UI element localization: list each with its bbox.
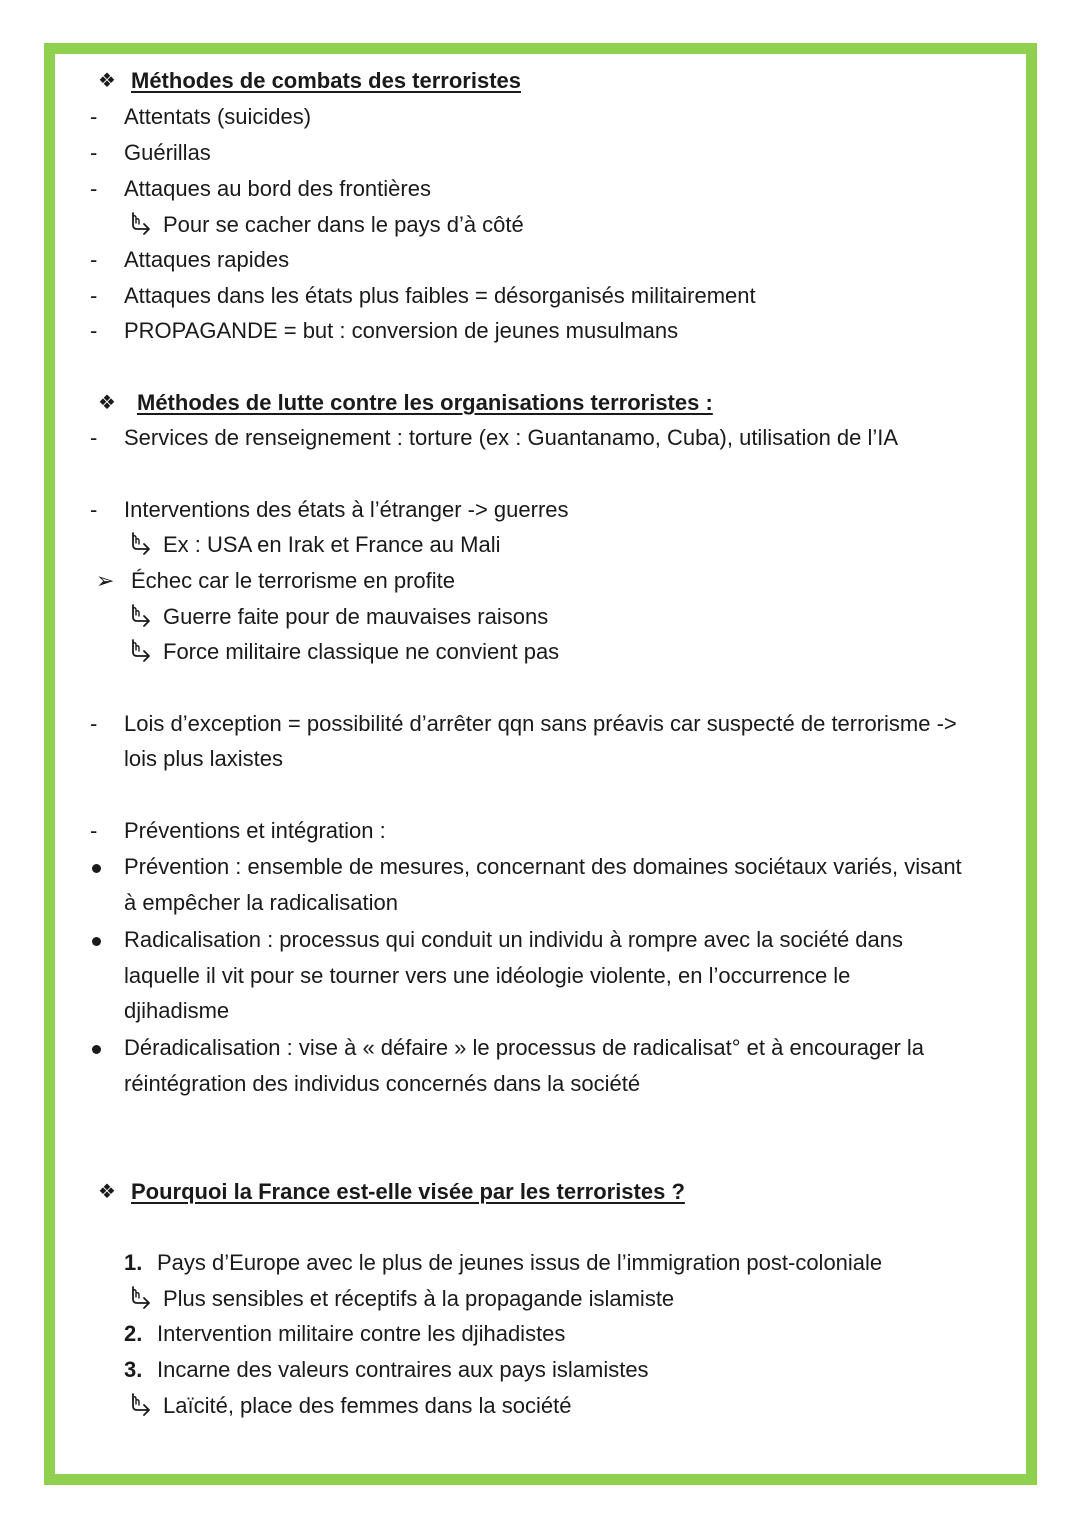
list-item: Échec car le terrorisme en profite: [131, 568, 456, 593]
dash-bullet-icon: -: [90, 176, 98, 201]
dash-bullet-icon: -: [90, 425, 98, 450]
list-item-continued: djihadisme: [124, 998, 230, 1023]
dash-bullet-icon: -: [90, 104, 98, 129]
list-item-continued: lois plus laxistes: [124, 746, 283, 771]
diamond-bullet-icon: ❖: [98, 70, 116, 92]
dash-bullet-icon: -: [90, 318, 98, 343]
pointing-hand-icon: [128, 602, 156, 630]
dash-bullet-icon: -: [90, 818, 98, 843]
list-item: Préventions et intégration :: [124, 818, 386, 843]
pointing-hand-icon: [128, 210, 156, 238]
list-number: 1.: [124, 1250, 143, 1275]
list-item: Radicalisation : processus qui conduit un individu à rompre avec la société dans: [124, 927, 903, 952]
list-item: Attaques dans les états plus faibles = désorganisés militairement: [124, 283, 756, 308]
list-item: Déradicalisation : vise à « défaire » le processus de radicalisat° et à encourager la: [124, 1035, 925, 1060]
list-item-continued: réintégration des individus concernés dans la société: [124, 1071, 641, 1096]
list-number: 2.: [124, 1321, 143, 1346]
dash-bullet-icon: -: [90, 140, 98, 165]
list-item: PROPAGANDE = but : conversion de jeunes musulmans: [124, 318, 679, 343]
dash-bullet-icon: -: [90, 711, 98, 736]
sub-item: Ex : USA en Irak et France au Mali: [163, 532, 501, 557]
arrow-bullet-icon: ➢: [96, 568, 115, 593]
list-item: Incarne des valeurs contraires aux pays islamistes: [157, 1357, 649, 1382]
sub-item: Guerre faite pour de mauvaises raisons: [163, 604, 549, 629]
sub-item: Plus sensibles et réceptifs à la propagande islamiste: [163, 1286, 675, 1311]
sub-item: Force militaire classique ne convient pas: [163, 639, 560, 664]
section1-title: Méthodes de combats des terroristes: [131, 68, 522, 93]
list-item: Intervention militaire contre les djihadistes: [157, 1321, 566, 1346]
list-item: Attaques au bord des frontières: [124, 176, 431, 201]
dash-bullet-icon: -: [90, 497, 98, 522]
dash-bullet-icon: -: [90, 247, 98, 272]
list-item: Attaques rapides: [124, 247, 290, 272]
list-item: Lois d’exception = possibilité d’arrêter qqn sans préavis car suspecté de terrorisme ->: [124, 711, 957, 736]
list-item: Guérillas: [124, 140, 211, 165]
list-item-continued: laquelle il vit pour se tourner vers une idéologie violente, en l’occurrence le: [124, 963, 851, 988]
sub-item: Laïcité, place des femmes dans la société: [163, 1393, 572, 1418]
dot-bullet-icon: [92, 937, 101, 946]
pointing-hand-icon: [128, 530, 156, 558]
list-number: 3.: [124, 1357, 143, 1382]
dash-bullet-icon: -: [90, 283, 98, 308]
list-item: Interventions des états à l’étranger -> guerres: [124, 497, 569, 522]
section3-title: Pourquoi la France est-elle visée par les terroristes ?: [131, 1179, 685, 1204]
diamond-bullet-icon: ❖: [98, 1181, 116, 1203]
section2-title: Méthodes de lutte contre les organisations terroristes :: [137, 390, 713, 415]
list-item: Attentats (suicides): [124, 104, 312, 129]
dot-bullet-icon: [92, 1045, 101, 1054]
list-item: Prévention : ensemble de mesures, concernant des domaines sociétaux variés, visant: [124, 854, 962, 879]
sub-item: Pour se cacher dans le pays d’à côté: [163, 212, 524, 237]
list-item: Pays d’Europe avec le plus de jeunes issus de l’immigration post-coloniale: [157, 1250, 883, 1275]
pointing-hand-icon: [128, 1284, 156, 1312]
list-item-continued: à empêcher la radicalisation: [124, 890, 398, 915]
list-item: Services de renseignement : torture (ex : Guantanamo, Cuba), utilisation de l’IA: [124, 425, 899, 450]
diamond-bullet-icon: ❖: [98, 392, 116, 414]
dot-bullet-icon: [92, 864, 101, 873]
pointing-hand-icon: [128, 637, 156, 665]
pointing-hand-icon: [128, 1391, 156, 1419]
